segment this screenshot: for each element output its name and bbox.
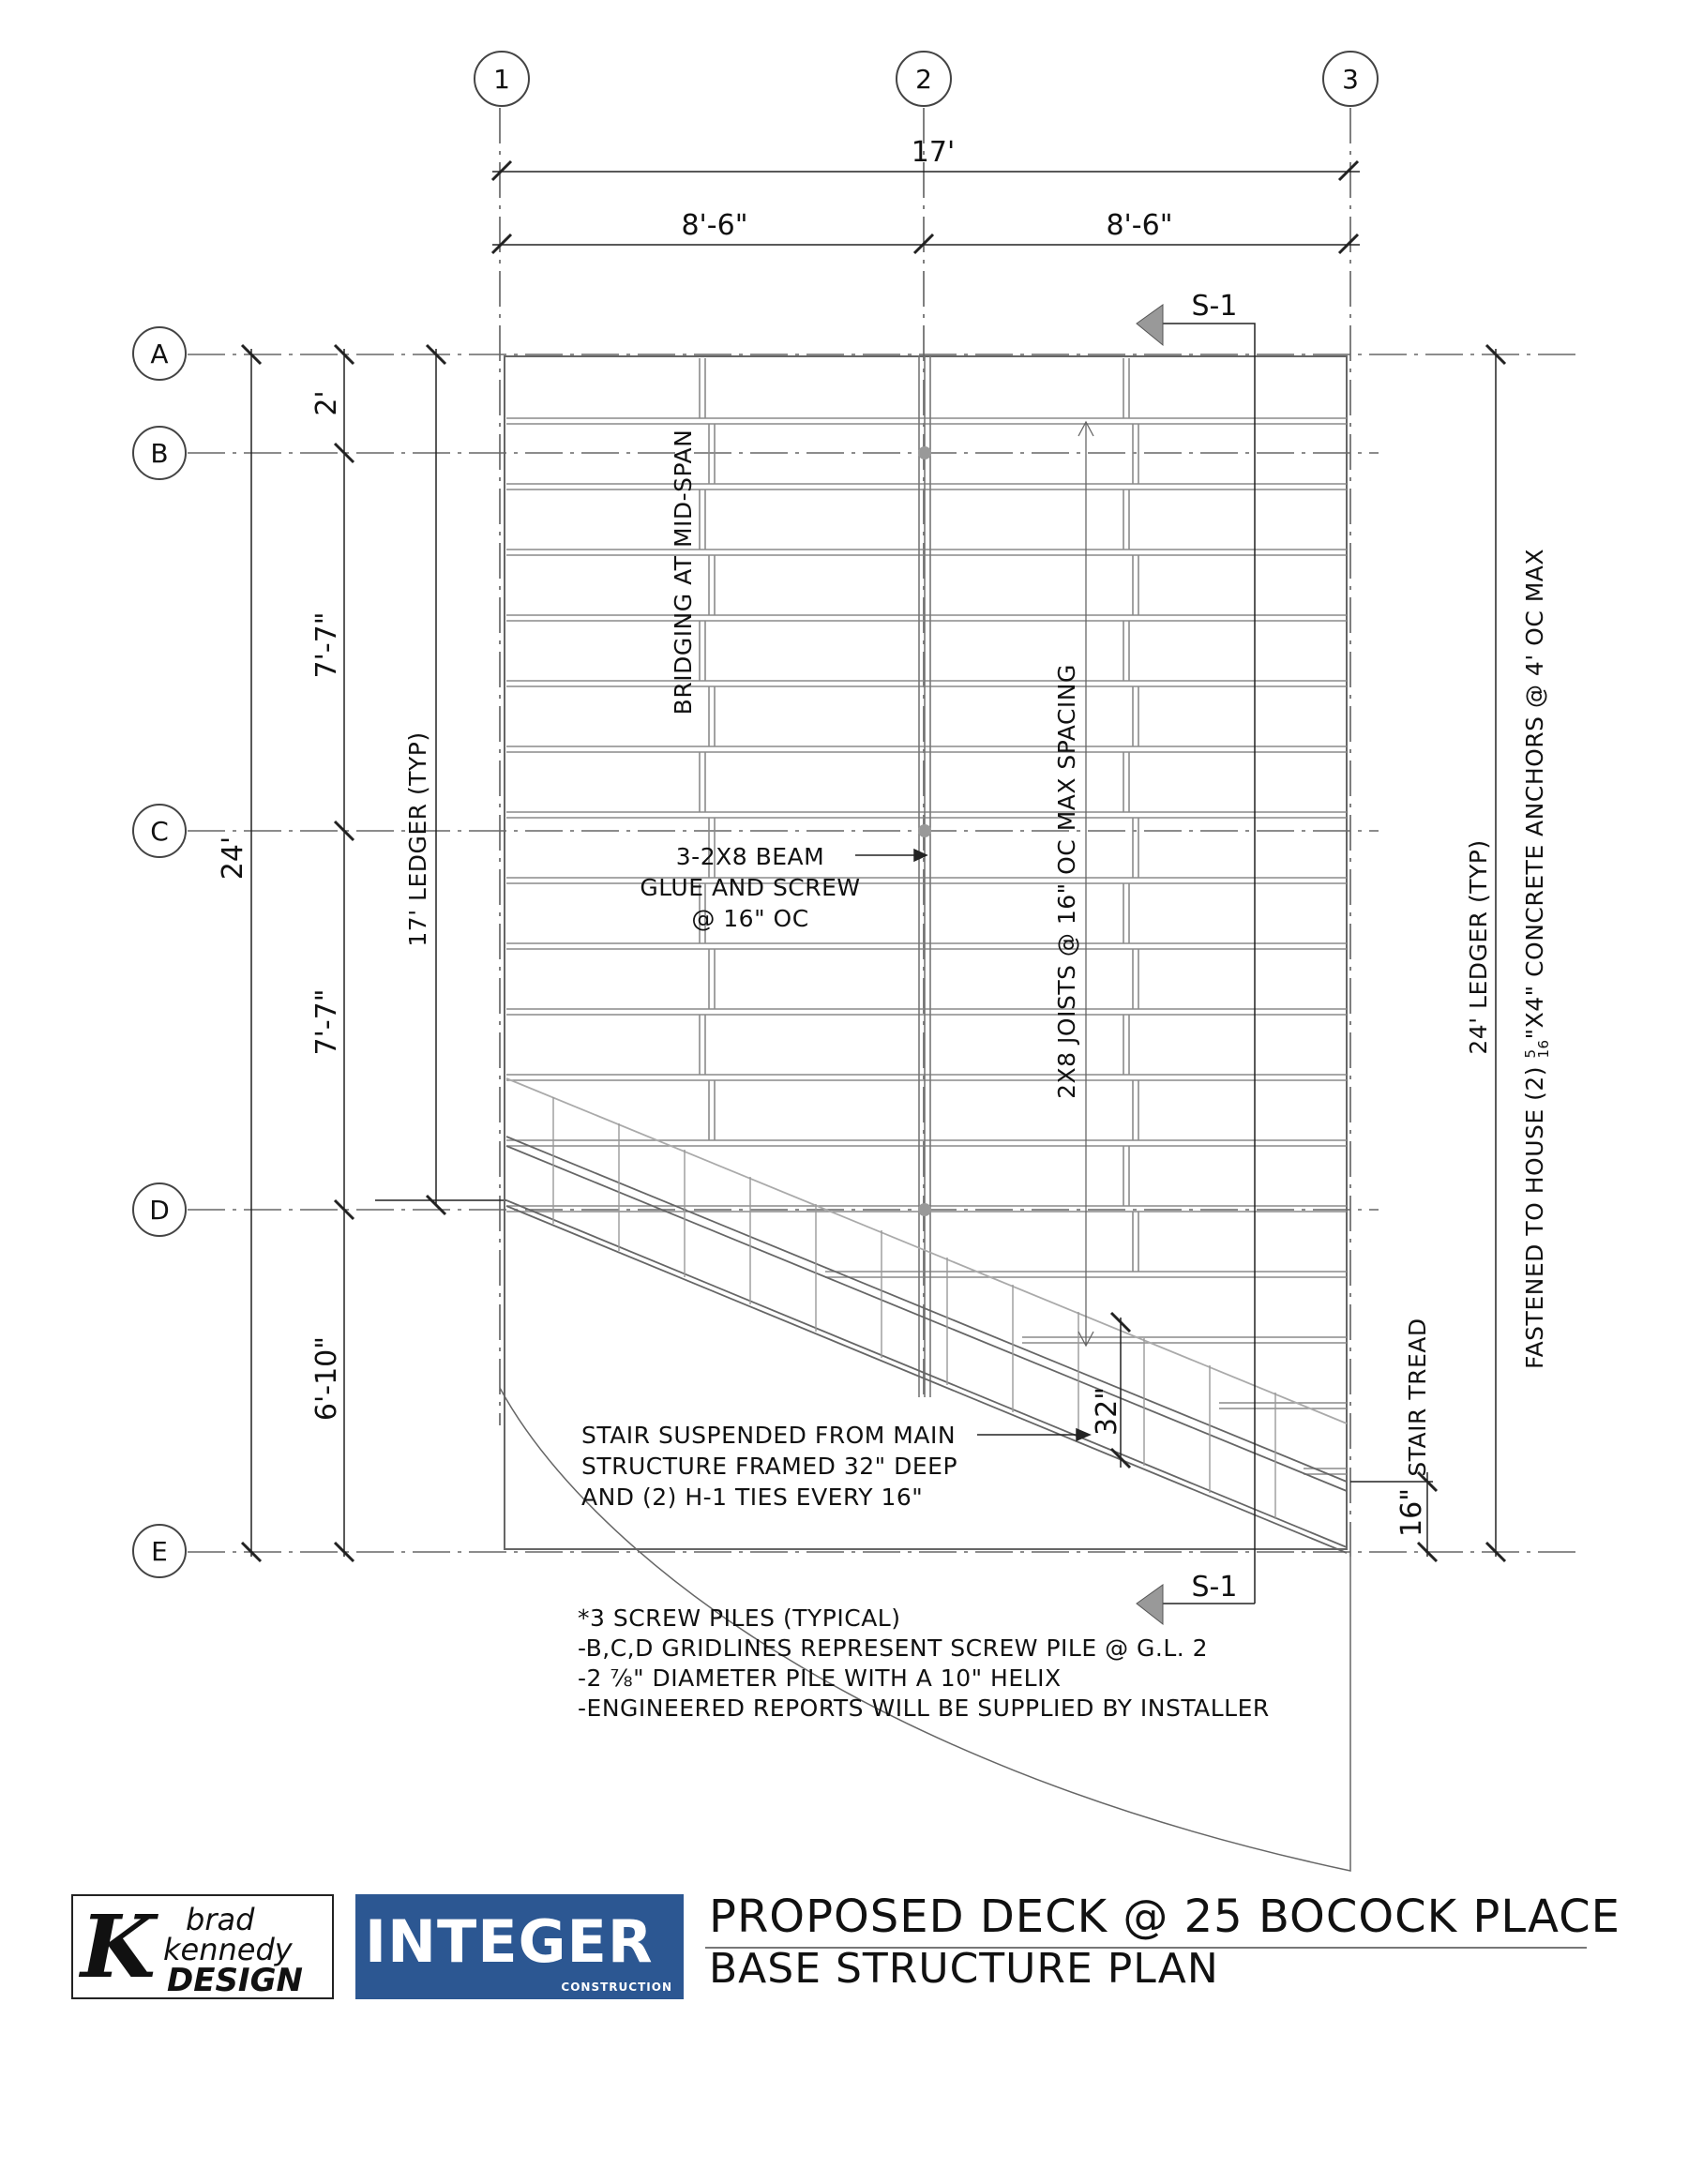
bridging-label: BRIDGING AT MID-SPAN — [670, 429, 697, 715]
centre-beam — [919, 356, 930, 1397]
beam-leader — [855, 850, 927, 861]
stair-depth-label: 32" — [1091, 1387, 1123, 1436]
screw-pile-d — [918, 1203, 931, 1216]
row-label-c: C — [150, 816, 169, 847]
drawing-subtitle: BASE STRUCTURE PLAN — [709, 1945, 1219, 1993]
a-to-b-label: 2' — [310, 390, 343, 416]
beam-note-line-3: @ 16" OC — [691, 905, 809, 932]
stair-note-line-2: STRUCTURE FRAMED 32" DEEP — [581, 1453, 958, 1480]
row-bubble-a — [133, 327, 186, 380]
column-label-1: 1 — [493, 64, 510, 95]
column-bubble-2 — [897, 52, 951, 106]
stair-note-line-1: STAIR SUSPENDED FROM MAIN — [581, 1422, 957, 1449]
fastened-to-house-label — [1521, 549, 1552, 1369]
section-marker-top-label: S-1 — [1191, 290, 1238, 323]
overall-depth-label: 24' — [217, 836, 249, 881]
drawing-title: PROPOSED DECK @ 25 BOCOCK PLACE — [709, 1890, 1620, 1943]
tread-rise-label: 16" — [1395, 1488, 1428, 1537]
deck-framing — [505, 356, 1347, 1549]
column-label-2: 2 — [915, 64, 932, 95]
pile-note-line-2: -B,C,D GRIDLINES REPRESENT SCREW PILE @ G.L. 2 — [578, 1634, 1209, 1662]
logo-k-mark: K — [81, 1896, 156, 1997]
column-bubble-1 — [475, 52, 529, 106]
column-label-3: 3 — [1342, 64, 1359, 95]
stair-tread-label: STAIR TREAD — [1404, 1318, 1431, 1477]
d-to-e-label: 6'-10" — [310, 1335, 343, 1422]
logo-word-brad: brad — [186, 1902, 255, 1937]
overall-width-label: 17' — [911, 136, 956, 169]
fastened-frac-num: 5 — [1522, 1048, 1539, 1059]
logo-word-design: DESIGN — [167, 1962, 303, 1999]
integer-construction-logo — [355, 1894, 684, 1999]
fastened-suffix: "X4" CONCRETE ANCHORS @ 4' OC MAX — [1521, 548, 1548, 1040]
stair-note-leader — [977, 1429, 1090, 1440]
dimension-overall-depth — [242, 345, 261, 1561]
beam-note-line-1: 3-2X8 BEAM — [675, 843, 825, 870]
logo-word-kennedy: kennedy — [163, 1932, 293, 1967]
fastened-frac-den: 16 — [1535, 1039, 1552, 1059]
ledger-17-dimension — [375, 345, 506, 1214]
bay-2-3-label: 8'-6" — [1106, 209, 1173, 242]
pile-note-line-3: -2 ⅞" DIAMETER PILE WITH A 10" HELIX — [578, 1664, 1062, 1692]
row-gridlines — [188, 354, 1580, 1552]
joist-label: 2X8 JOISTS @ 16" OC MAX SPACING — [1053, 664, 1080, 1099]
bay-1-2-label: 8'-6" — [681, 209, 748, 242]
beam-note-line-2: GLUE AND SCREW — [640, 874, 861, 901]
pile-note-line-1: *3 SCREW PILES (TYPICAL) — [578, 1604, 901, 1632]
row-bubble-c — [133, 805, 186, 857]
c-to-d-label: 7'-7" — [310, 988, 343, 1056]
ledger-17-label: 17' LEDGER (TYP) — [404, 731, 431, 947]
stair-note-line-3: AND (2) H-1 TIES EVERY 16" — [581, 1484, 924, 1511]
integer-wordmark: INTEGER — [365, 1907, 654, 1976]
screw-pile-b — [918, 446, 931, 459]
row-bubble-b — [133, 427, 186, 479]
section-marker-bottom-label: S-1 — [1191, 1571, 1238, 1604]
fastened-prefix: FASTENED TO HOUSE (2) — [1521, 1058, 1548, 1369]
row-label-e: E — [151, 1536, 168, 1567]
column-bubble-3 — [1323, 52, 1378, 106]
row-label-a: A — [150, 339, 169, 369]
screw-pile-c — [918, 824, 931, 837]
row-label-b: B — [150, 438, 169, 469]
b-to-c-label: 7'-7" — [310, 611, 343, 679]
ledger-24-label: 24' LEDGER (TYP) — [1465, 839, 1492, 1055]
pile-note-line-4: -ENGINEERED REPORTS WILL BE SUPPLIED BY INSTALLER — [578, 1694, 1270, 1722]
row-label-d: D — [149, 1195, 170, 1226]
row-bubble-e — [133, 1525, 186, 1577]
brad-kennedy-design-logo — [71, 1894, 334, 1999]
integer-subtitle: CONSTRUCTION — [561, 1981, 672, 1994]
stair-framing — [506, 1078, 1347, 1553]
row-bubble-d — [133, 1183, 186, 1236]
dimension-bays — [492, 234, 1360, 253]
title-block — [71, 1890, 1620, 2002]
